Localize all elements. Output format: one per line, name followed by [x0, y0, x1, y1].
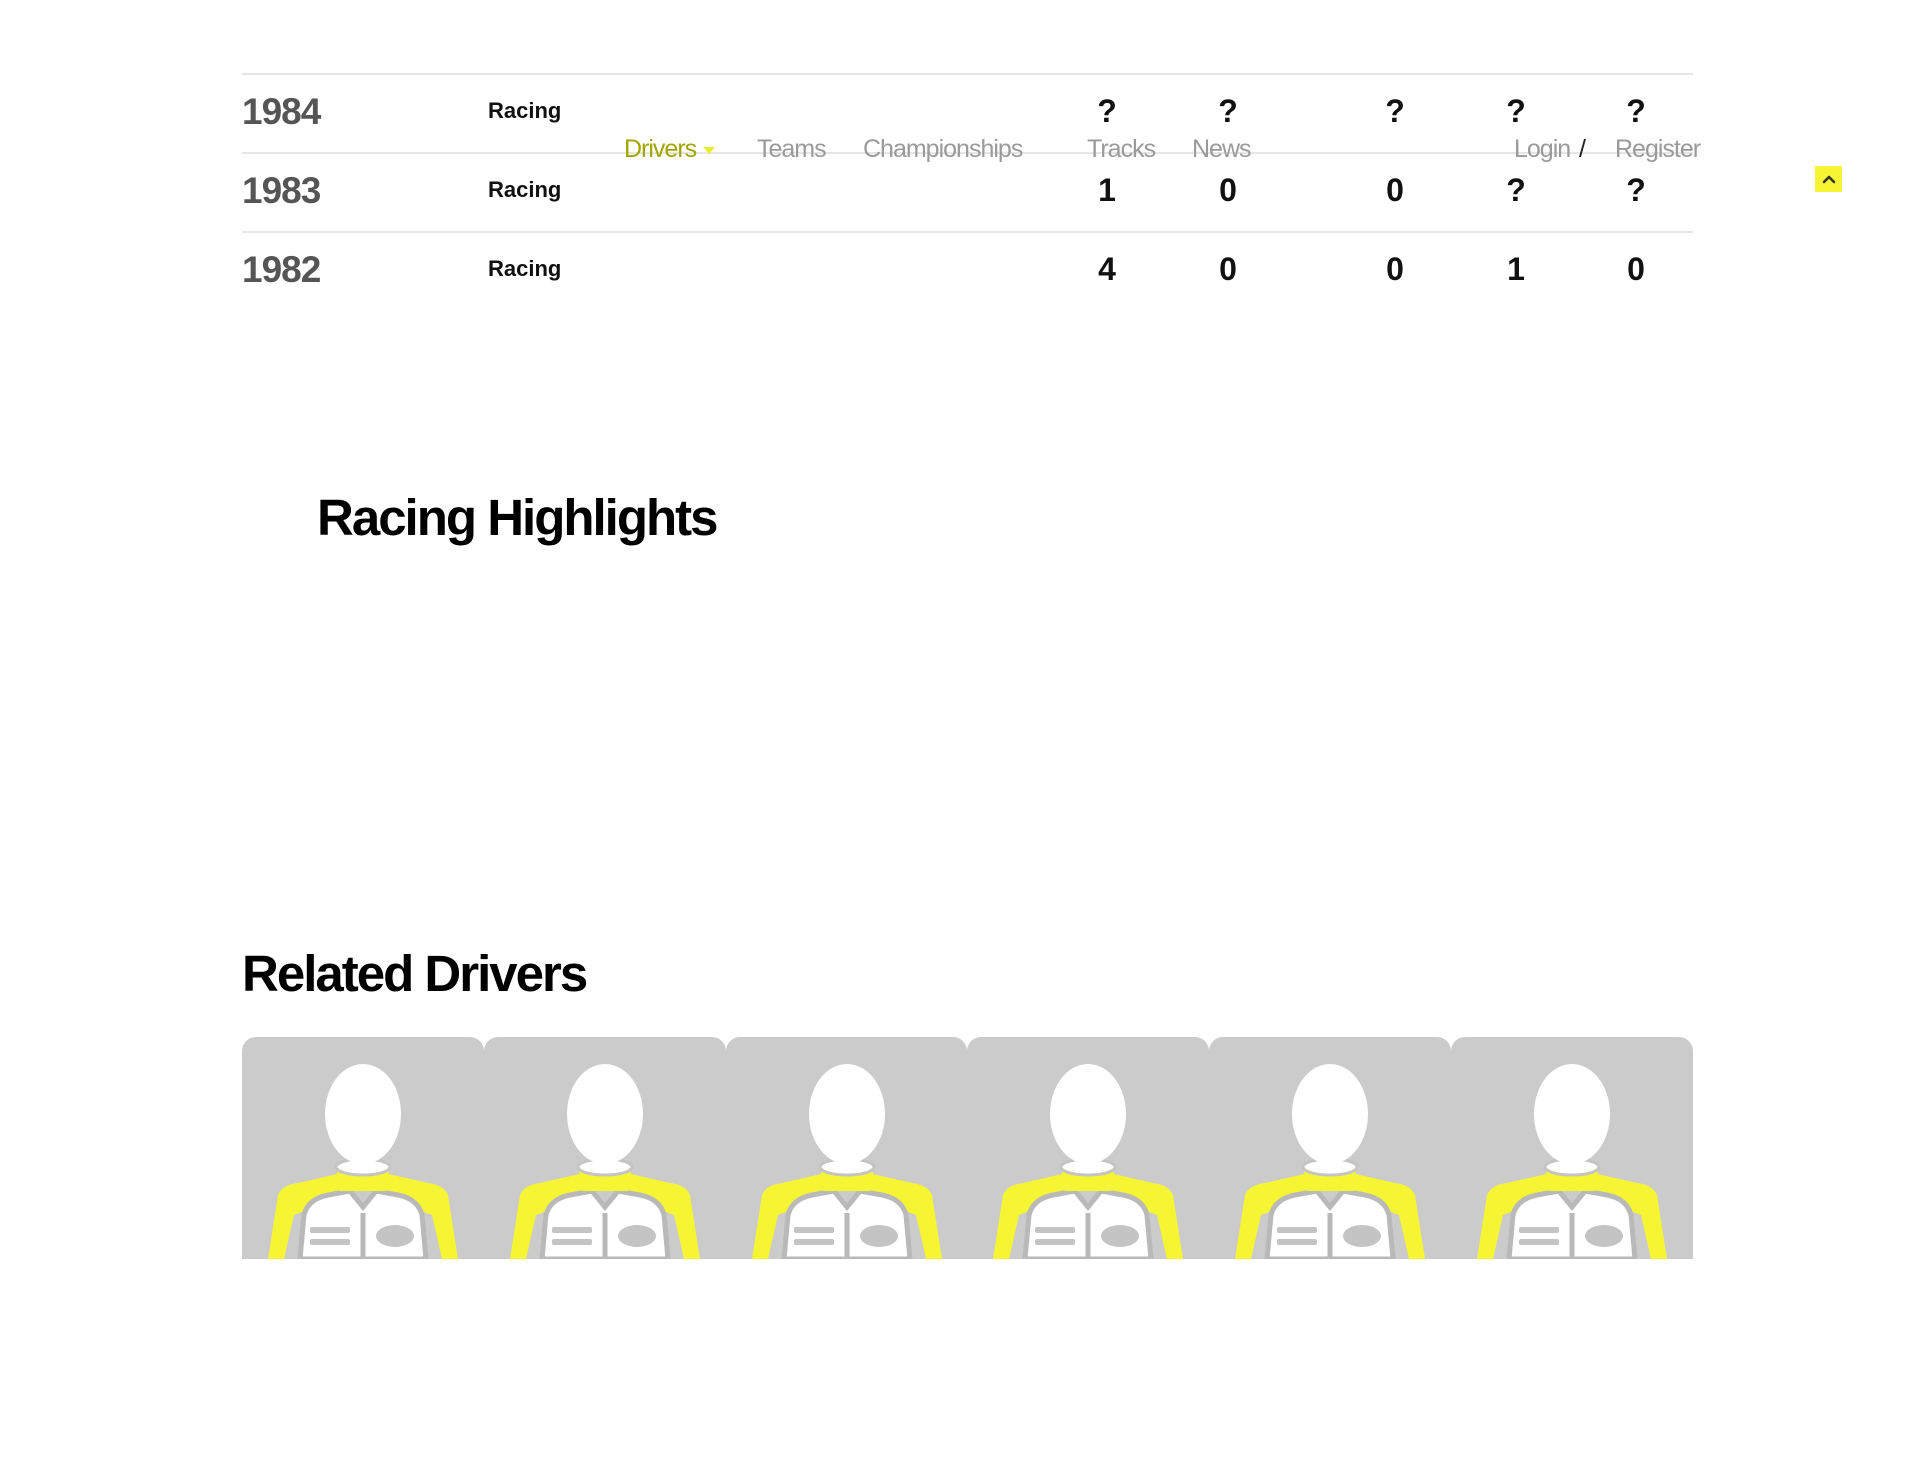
stats-value: ?: [1385, 93, 1405, 129]
stats-value: ?: [1097, 93, 1117, 129]
stats-row: [242, 154, 1693, 233]
nav-drivers-label: Drivers: [624, 135, 697, 163]
stats-class: Racing: [488, 177, 562, 202]
nav-news[interactable]: News: [1192, 135, 1251, 163]
nav-tracks[interactable]: Tracks: [1087, 135, 1156, 163]
related-driver-card[interactable]: [1451, 1037, 1693, 1259]
stats-value: ?: [1626, 172, 1646, 208]
nav-championships[interactable]: Championships: [863, 135, 1023, 163]
chevron-up-icon: [1822, 174, 1836, 184]
stats-value: ?: [1506, 172, 1526, 208]
stats-year: 1983: [242, 170, 321, 211]
related-driver-card[interactable]: [484, 1037, 726, 1259]
stats-value: 0: [1386, 251, 1404, 287]
stats-value: 0: [1627, 251, 1645, 287]
nav-teams[interactable]: Teams: [757, 135, 826, 163]
season-stats-table: [242, 73, 1693, 310]
login-link[interactable]: Login: [1514, 135, 1571, 163]
stats-value: 0: [1386, 172, 1404, 208]
stats-value: 1: [1098, 172, 1116, 208]
stats-value: ?: [1506, 93, 1526, 129]
driver-placeholder-icon: [1209, 1037, 1451, 1259]
stats-value: 0: [1219, 172, 1237, 208]
driver-placeholder-icon: [484, 1037, 726, 1259]
related-driver-card[interactable]: [242, 1037, 484, 1259]
driver-placeholder-icon: [726, 1037, 968, 1259]
auth-separator: /: [1579, 135, 1586, 163]
stats-value: 4: [1098, 251, 1116, 287]
related-driver-card[interactable]: [726, 1037, 968, 1259]
driver-placeholder-icon: [1451, 1037, 1693, 1259]
stats-class: Racing: [488, 256, 562, 281]
stats-value: 1: [1507, 251, 1525, 287]
caret-down-icon: [703, 147, 715, 154]
stats-year: 1984: [242, 91, 321, 132]
related-driver-card[interactable]: [967, 1037, 1209, 1259]
related-drivers-list: [242, 1037, 1693, 1259]
stats-row: [242, 233, 1693, 310]
driver-placeholder-icon: [967, 1037, 1209, 1259]
scroll-top-button[interactable]: [1815, 166, 1842, 192]
register-link[interactable]: Register: [1615, 135, 1701, 163]
stats-value: 0: [1219, 251, 1237, 287]
related-driver-card[interactable]: [1209, 1037, 1451, 1259]
stats-year: 1982: [242, 249, 321, 290]
highlights-title: Racing Highlights: [317, 489, 717, 546]
related-drivers-title: Related Drivers: [242, 945, 587, 1002]
driver-placeholder-icon: [242, 1037, 484, 1259]
stats-class: Racing: [488, 98, 562, 123]
nav-drivers[interactable]: [624, 135, 715, 164]
stats-value: ?: [1626, 93, 1646, 129]
stats-value: ?: [1218, 93, 1238, 129]
